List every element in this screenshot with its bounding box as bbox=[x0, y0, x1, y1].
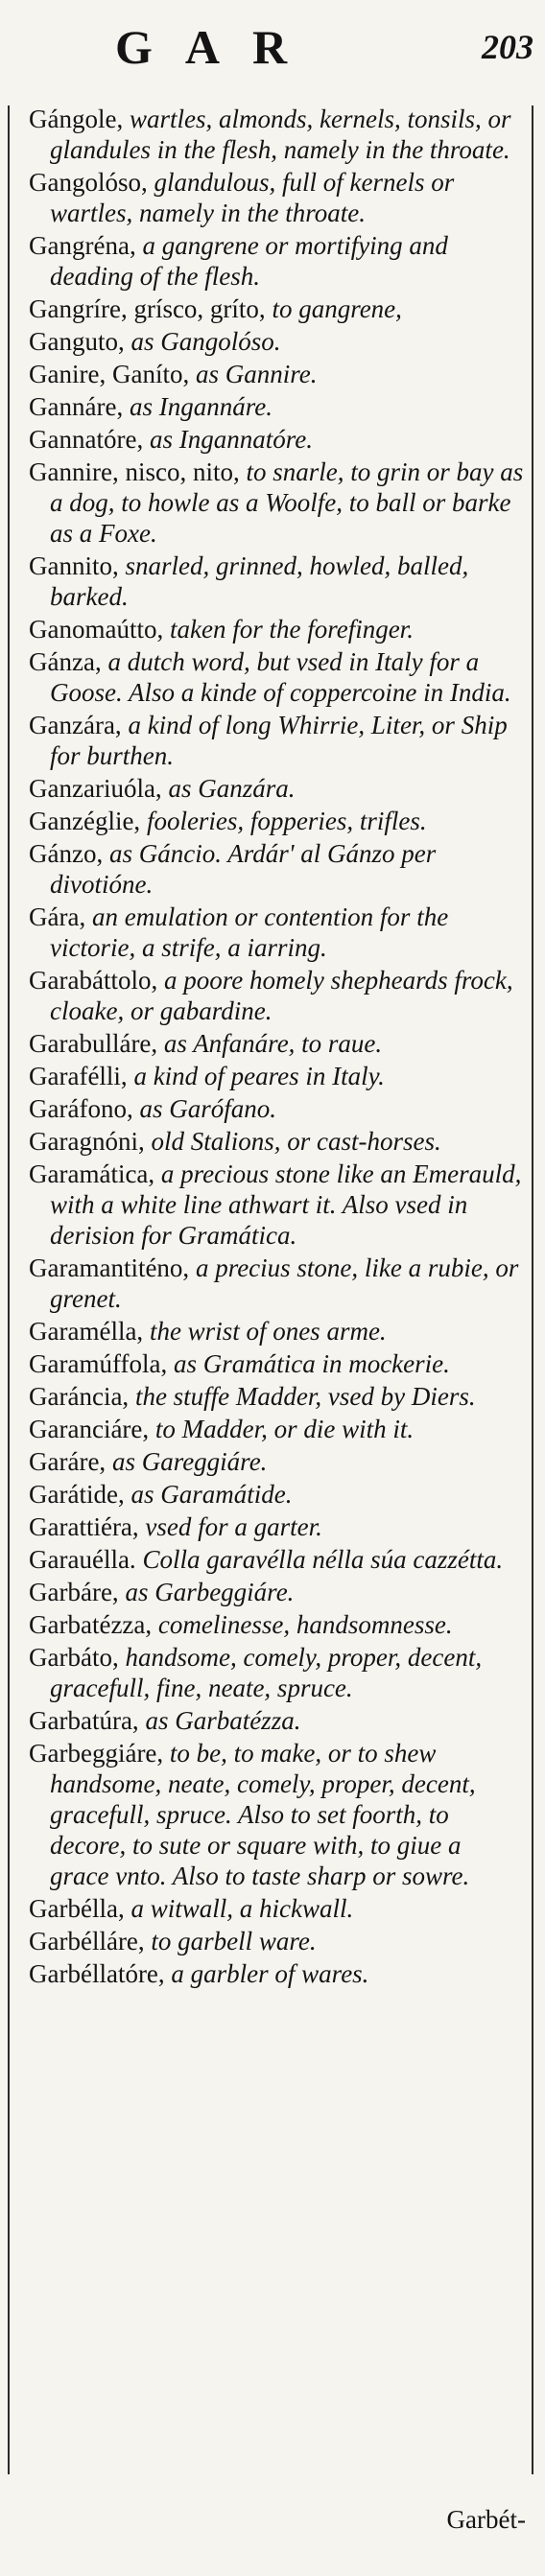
entry-gloss: to gangrene, bbox=[272, 294, 402, 323]
entry-headword: Gannire, nisco, nito, bbox=[29, 457, 240, 486]
entry-gloss: as Gareggiáre. bbox=[111, 1447, 268, 1476]
entry-headword: Garabulláre, bbox=[29, 1029, 158, 1058]
entry-gloss: as Garbatézza. bbox=[145, 1706, 301, 1735]
dictionary-entry bbox=[29, 902, 526, 963]
entry-headword: Garauélla. bbox=[29, 1545, 136, 1574]
entry-gloss: snarled, grinned, howled, balled, barked. bbox=[50, 551, 469, 611]
dictionary-entry bbox=[29, 646, 526, 708]
dictionary-entry bbox=[29, 614, 526, 644]
dictionary-entry bbox=[29, 326, 526, 357]
entry-headword: Gangolóso, bbox=[29, 168, 148, 197]
entry-gloss: old Stalions, or cast-horses. bbox=[151, 1127, 441, 1156]
entry-headword: Garbáre, bbox=[29, 1578, 119, 1606]
entry-gloss: to snarle, to grin or bay as a dog, to howle as a Woolfe, to ball or barke as a Foxe. bbox=[50, 457, 524, 548]
entry-headword: Garanciáre, bbox=[29, 1415, 150, 1443]
entry-gloss: as Gáncio. Ardár' al Gánzo per divotióne. bbox=[50, 839, 437, 899]
entry-gloss: as Garamátide. bbox=[130, 1480, 293, 1509]
entry-headword: Garáre, bbox=[29, 1447, 107, 1476]
entry-gloss: as Garófano. bbox=[139, 1094, 276, 1123]
entry-gloss: a gangrene or mortifying and deading of the flesh. bbox=[50, 231, 448, 291]
entry-gloss: a precious stone like an Emerauld, with a white line athwart it. Also vsed in derision for Gramática. bbox=[50, 1159, 522, 1250]
entry-headword: Garáncia, bbox=[29, 1382, 130, 1411]
entry-headword: Garbatúra, bbox=[29, 1706, 139, 1735]
dictionary-entry bbox=[29, 1061, 526, 1091]
entry-gloss: comelinesse, handsomnesse. bbox=[157, 1610, 453, 1639]
dictionary-entry bbox=[29, 1414, 526, 1444]
dictionary-entry bbox=[29, 1159, 526, 1251]
entry-gloss: as Garbeggiáre. bbox=[125, 1578, 295, 1606]
entry-headword: Garbélla, bbox=[29, 1894, 125, 1923]
entry-headword: Gára, bbox=[29, 902, 86, 931]
dictionary-entry bbox=[29, 838, 526, 900]
dictionary-entry bbox=[29, 167, 526, 228]
dictionary-entry bbox=[29, 1642, 526, 1703]
dictionary-entry bbox=[29, 1926, 526, 1956]
page-number: 203 bbox=[482, 28, 533, 66]
entry-headword: Ganzára, bbox=[29, 711, 122, 739]
entry-gloss: wartles, almonds, kernels, tonsils, or glandules in the flesh, namely in the throate. bbox=[50, 105, 511, 164]
dictionary-entry bbox=[29, 1348, 526, 1379]
entry-gloss: a kind of peares in Italy. bbox=[133, 1062, 385, 1090]
entry-gloss: a precius stone, like a rubie, or grenet. bbox=[50, 1253, 519, 1313]
entry-gloss: as Gannire. bbox=[195, 360, 318, 388]
dictionary-entry bbox=[29, 104, 526, 165]
entry-gloss: as Ganzára. bbox=[168, 774, 296, 803]
entry-gloss: a poore homely shepheards frock, cloake, or gabardine. bbox=[50, 966, 513, 1025]
entry-gloss: glandulous, full of kernels or wartles, namely in the throate. bbox=[50, 168, 455, 227]
entry-headword: Garamantiténo, bbox=[29, 1253, 190, 1282]
entry-headword: Ganire, Ganíto, bbox=[29, 360, 190, 388]
entry-headword: Garagnóni, bbox=[29, 1127, 145, 1156]
entry-headword: Garattiéra, bbox=[29, 1512, 139, 1541]
entry-gloss: to Madder, or die with it. bbox=[154, 1415, 415, 1443]
dictionary-entry bbox=[29, 230, 526, 292]
entry-headword: Gannatóre, bbox=[29, 425, 144, 454]
dictionary-entry bbox=[29, 1093, 526, 1124]
entry-gloss: vsed for a garter. bbox=[145, 1512, 322, 1541]
entry-headword: Garafélli, bbox=[29, 1062, 128, 1090]
entry-gloss: a dutch word, but vsed in Italy for a Goose. Also a kinde of coppercoine in India. bbox=[50, 647, 511, 707]
entry-headword: Garbáto, bbox=[29, 1643, 119, 1672]
dictionary-entry bbox=[29, 1705, 526, 1736]
entry-headword: Ganzéglie, bbox=[29, 807, 141, 835]
dictionary-entry bbox=[29, 1511, 526, 1542]
dictionary-entry bbox=[29, 806, 526, 836]
dictionary-entry bbox=[29, 457, 526, 549]
dictionary-entry bbox=[29, 1316, 526, 1347]
entry-headword: Gangréna, bbox=[29, 231, 136, 260]
dictionary-entry bbox=[29, 1893, 526, 1924]
entry-list bbox=[29, 104, 526, 1991]
entry-headword: Ganguto, bbox=[29, 327, 125, 356]
entry-headword: Garbeggiáre, bbox=[29, 1739, 164, 1768]
dictionary-entry bbox=[29, 965, 526, 1026]
entry-headword: Gánza, bbox=[29, 647, 102, 676]
entry-headword: Garbélláre, bbox=[29, 1927, 145, 1955]
entry-headword: Garbatézza, bbox=[29, 1610, 153, 1639]
entry-headword: Garamática, bbox=[29, 1159, 155, 1188]
entry-headword: Ganomaútto, bbox=[29, 615, 164, 644]
entry-gloss: to be, to make, or to shew handsome, neate, comely, proper, decent, gracefull, spruce. Also to set foorth, to decore, to sute or square with, to giue a grace vnto. Also to taste sharp or sowre. bbox=[50, 1739, 476, 1890]
entry-gloss: a garbler of wares. bbox=[171, 1959, 369, 1988]
entry-headword: Garamúffola, bbox=[29, 1349, 168, 1378]
entry-gloss: Colla garavélla nélla súa cazzétta. bbox=[142, 1545, 504, 1574]
entry-gloss: as Ingannatóre. bbox=[149, 425, 313, 454]
entry-gloss: an emulation or contention for the victorie, a strife, a iarring. bbox=[50, 902, 449, 962]
dictionary-entry bbox=[29, 710, 526, 771]
entry-gloss: a witwall, a hickwall. bbox=[130, 1894, 354, 1923]
dictionary-entry bbox=[29, 1126, 526, 1157]
dictionary-entry bbox=[29, 359, 526, 389]
entry-gloss: as Ingannáre. bbox=[129, 392, 272, 421]
dictionary-entry bbox=[29, 1381, 526, 1412]
dictionary-entry bbox=[29, 1577, 526, 1607]
entry-gloss: as Gramática in mockerie. bbox=[173, 1349, 450, 1378]
catchword: Garbét- bbox=[446, 2505, 526, 2534]
entry-headword: Garabáttolo, bbox=[29, 966, 158, 995]
dictionary-entry bbox=[29, 391, 526, 422]
entry-gloss: fooleries, fopperies, trifles. bbox=[146, 807, 427, 835]
entry-gloss: to garbell ware. bbox=[151, 1927, 317, 1955]
entry-headword: Gánzo, bbox=[29, 839, 104, 868]
entry-gloss: a kind of long Whirrie, Liter, or Ship for burthen. bbox=[50, 711, 508, 770]
entry-headword: Gannito, bbox=[29, 551, 119, 580]
entry-gloss: taken for the forefinger. bbox=[169, 615, 414, 644]
dictionary-entry bbox=[29, 550, 526, 612]
dictionary-entry bbox=[29, 1253, 526, 1314]
page-header bbox=[0, 8, 545, 75]
entry-gloss: as Gangolóso. bbox=[130, 327, 281, 356]
dictionary-entry bbox=[29, 1479, 526, 1510]
dictionary-entry bbox=[29, 1544, 526, 1575]
entry-headword: Garáfono, bbox=[29, 1094, 133, 1123]
entry-headword: Ganzariuóla, bbox=[29, 774, 162, 803]
entry-headword: Gangríre, grísco, gríto, bbox=[29, 294, 266, 323]
entry-gloss: the stuffe Madder, vsed by Diers. bbox=[134, 1382, 476, 1411]
dictionary-entry bbox=[29, 1446, 526, 1477]
entry-headword: Gángole, bbox=[29, 105, 124, 133]
entry-headword: Gannáre, bbox=[29, 392, 124, 421]
column-rule-left bbox=[8, 105, 10, 2474]
dictionary-entry bbox=[29, 1028, 526, 1059]
entry-headword: Garbéllatóre, bbox=[29, 1959, 165, 1988]
entry-gloss: the wrist of ones arme. bbox=[149, 1317, 387, 1346]
entry-gloss: as Anfanáre, to raue. bbox=[163, 1029, 383, 1058]
dictionary-entry bbox=[29, 293, 526, 324]
dictionary-entry bbox=[29, 1958, 526, 1989]
entry-headword: Garamélla, bbox=[29, 1317, 144, 1346]
dictionary-entry bbox=[29, 424, 526, 455]
running-head: GAR bbox=[115, 20, 320, 74]
column-rule-right bbox=[532, 105, 533, 2474]
entry-gloss: handsome, comely, proper, decent, gracefull, fine, neate, spruce. bbox=[50, 1643, 483, 1702]
dictionary-entry bbox=[29, 773, 526, 804]
dictionary-entry bbox=[29, 1738, 526, 1891]
entry-headword: Garátide, bbox=[29, 1480, 125, 1509]
dictionary-entry bbox=[29, 1609, 526, 1640]
